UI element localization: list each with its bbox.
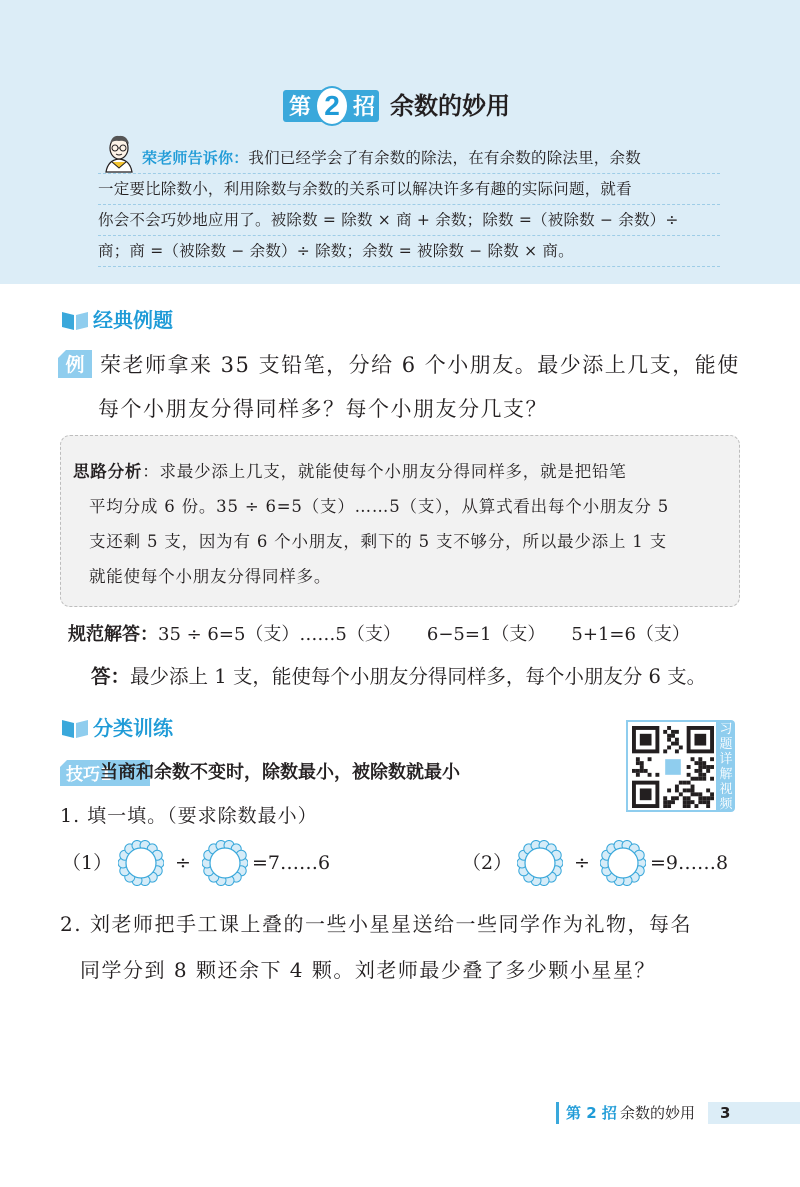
question-1-parts xyxy=(62,838,762,888)
part-1-result: =7……6 xyxy=(252,852,331,874)
intro-line-2: 一定要比除数小，利用除数与余数的关系可以解决许多有趣的实际问题，就看 xyxy=(98,174,720,205)
intro-line-1 xyxy=(98,143,720,174)
solution-eq-2: 6−5=1（支） xyxy=(426,624,546,645)
teacher-label: 荣老师告诉你： xyxy=(142,149,249,167)
qr-code-image xyxy=(632,726,714,808)
analysis-label: 思路分析 xyxy=(73,462,143,481)
chapter-title: 余数的妙用 xyxy=(390,92,510,120)
answer-label: 答： xyxy=(91,665,131,688)
answer-text: 最少添上 1 支，能使每个小朋友分得同样多，每个小朋友分 6 支。 xyxy=(130,665,707,688)
open-book-icon xyxy=(60,309,90,331)
example-line-1: 荣老师拿来 35 支铅笔，分给 6 个小朋友。最少添上几支，能使 xyxy=(100,353,740,377)
badge-number: 2 xyxy=(315,86,349,126)
question-2-line-2: 同学分到 8 颗还余下 4 颗。刘老师最少叠了多少颗小星星？ xyxy=(80,958,656,982)
analysis-line-2: 平均分成 6 份。35 ÷ 6=5（支）……5（支），从算式看出每个小朋友分 5 xyxy=(89,497,670,516)
analysis-text-1: ：求最少添上几支，就能使每个小朋友分得同样多，就是把铅笔 xyxy=(142,462,627,481)
open-book-icon xyxy=(60,717,90,739)
example-line-2: 每个小朋友分得同样多？每个小朋友分几支？ xyxy=(98,397,548,421)
part-2-label: （2） xyxy=(462,852,513,874)
chapter-badge xyxy=(283,86,379,126)
intro-line-4: 商；商 =（被除数 − 余数）÷ 除数；余数 = 被除数 − 除数 × 商。 xyxy=(98,236,720,267)
question-1-prompt: 1. 填一填。（要求除数最小） xyxy=(60,805,318,827)
qr-video-label xyxy=(717,720,735,812)
badge-suffix: 招 xyxy=(353,95,376,120)
badge-prefix: 第 xyxy=(289,95,312,120)
footer-chapter: 第 2 招 xyxy=(566,1104,617,1122)
part-2-result: =9……8 xyxy=(650,852,729,874)
qr-char: 题 xyxy=(719,737,733,752)
section-title: 经典例题 xyxy=(93,308,173,332)
qr-char: 频 xyxy=(719,797,733,812)
analysis-box xyxy=(60,435,740,607)
page-number: 3 xyxy=(708,1102,800,1124)
solution-eq-3: 5+1=6（支） xyxy=(571,624,690,645)
analysis-line-4: 就能使每个小朋友分得同样多。 xyxy=(89,567,332,586)
footer-accent-bar xyxy=(556,1102,559,1124)
skill-text: 当商和余数不变时，除数最小，被除数就最小 xyxy=(100,762,460,783)
skill-tag-label: 技巧1 xyxy=(66,765,112,785)
teacher-intro xyxy=(98,143,720,267)
footer-title: 余数的妙用 xyxy=(620,1104,696,1122)
intro-text-1: 我们已经学会了有余数的除法，在有余数的除法里，余数 xyxy=(248,149,641,167)
page-footer xyxy=(556,1102,800,1124)
question-2-line-1: 2. 刘老师把手工课上叠的一些小星星送给一些同学作为礼物，每名 xyxy=(60,912,692,936)
part-2-divide: ÷ xyxy=(574,852,590,874)
section-title: 分类训练 xyxy=(93,716,173,740)
solution-label: 规范解答： xyxy=(68,624,158,645)
qr-char: 习 xyxy=(719,722,733,737)
example-tag xyxy=(58,350,92,378)
answer-blank-flower[interactable] xyxy=(600,840,646,886)
qr-code[interactable] xyxy=(626,720,718,812)
header-band xyxy=(0,0,800,284)
example-question xyxy=(100,343,760,431)
answer-blank-flower[interactable] xyxy=(517,840,563,886)
analysis-line-3: 支还剩 5 支，因为有 6 个小朋友，剩下的 5 支不够分，所以最少添上 1 支 xyxy=(89,532,667,551)
part-1-divide: ÷ xyxy=(175,852,191,874)
qr-char: 解 xyxy=(719,767,733,782)
answer-blank-flower[interactable] xyxy=(202,840,248,886)
answer xyxy=(91,663,706,691)
part-1-label: （1） xyxy=(62,852,113,874)
answer-blank-flower[interactable] xyxy=(118,840,164,886)
solution-eq-1: 35 ÷ 6=5（支）……5（支） xyxy=(158,624,401,645)
analysis-line-1 xyxy=(73,454,739,489)
example-tag-label: 例 xyxy=(65,354,85,376)
question-2 xyxy=(60,901,760,993)
standard-solution xyxy=(68,621,690,649)
qr-char: 详 xyxy=(719,752,733,767)
intro-line-3: 你会不会巧妙地应用了。被除数 = 除数 × 商 + 余数；除数 =（被除数 − 余数）÷ xyxy=(98,205,720,236)
qr-char: 视 xyxy=(719,782,733,797)
chapter-title-row xyxy=(0,86,800,130)
